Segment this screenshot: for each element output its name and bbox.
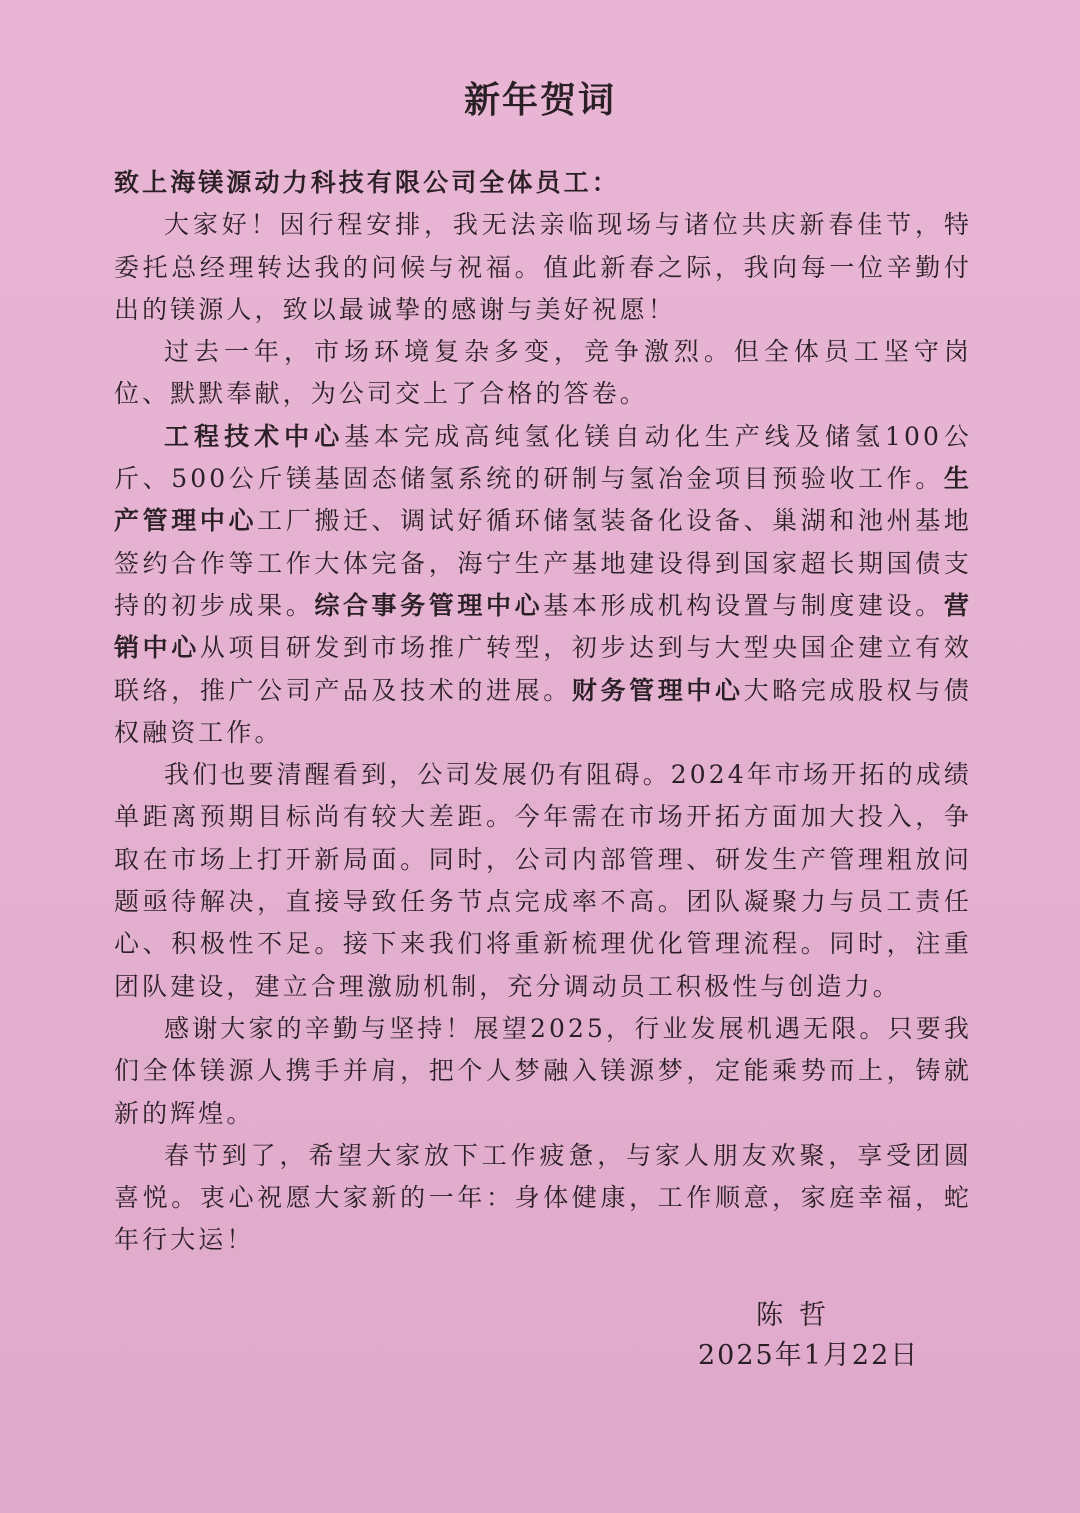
paragraph-text: 感谢大家的辛勤与坚持！展望2025，行业发展机遇无限。只要我们全体镁源人携手并肩，把个人梦融入镁源梦，定能乘势而上，铸就新的辉煌。 <box>114 1013 972 1128</box>
paragraph-text: 我们也要清醒看到，公司发展仍有阻碍。2024年市场开拓的成绩单距离预期目标尚有较大差距。今年需在市场开拓方面加大投入，争取在市场上打开新局面。同时，公司内部管理、研发生产管理粗放问题亟待解决，直接导致任务节点完成率不高。团队凝聚力与员工责任心、积极性不足。接下来我们将重新梳理优化管理流程。同时，注重团队建设，建立合理激励机制，充分调动员工积极性与创造力。 <box>114 760 972 1001</box>
department-name: 综合事务管理中心 <box>314 590 544 620</box>
letter-paragraph <box>114 1135 972 1262</box>
letter-paragraphs <box>114 204 972 1261</box>
department-name: 营销中心 <box>114 590 973 663</box>
paragraph-text: 工厂搬迁、调试好循环储氢装备化设备、巢湖和池州基地签约合作等工作大体完备，海宁生产基地建设得到国家超长期国债支持的初步成果。 <box>114 506 972 620</box>
paragraph-text: 春节到了，希望大家放下工作疲惫，与家人朋友欢聚，享受团圆喜悦。衷心祝愿大家新的一年：身体健康，工作顺意，家庭幸福，蛇年行大运！ <box>114 1140 972 1255</box>
letter-title: 新年贺词 <box>463 79 616 121</box>
paragraph-text: 基本形成机构设置与制度建设。 <box>543 590 944 620</box>
letter-paragraph <box>114 1008 972 1135</box>
paragraph-text: 大略完成股权与债权融资工作。 <box>114 675 972 747</box>
letter-paragraph <box>114 331 972 416</box>
signature-name: 陈哲 <box>756 1300 842 1331</box>
letter-paragraph <box>114 204 972 331</box>
letter-paragraph <box>114 416 972 754</box>
letter-paragraph <box>114 754 972 1008</box>
paragraph-text: 大家好！因行程安排，我无法亲临现场与诸位共庆新春佳节，特委托总经理转达我的问候与祝福。值此新春之际，我向每一位辛勤付出的镁源人，致以最诚挚的感谢与美好祝愿！ <box>114 210 972 324</box>
signature-date: 2025年1月22日 <box>698 1340 920 1371</box>
letter-body <box>114 162 972 1262</box>
paragraph-text: 基本完成高纯氢化镁自动化生产线及储氢100公斤、500公斤镁基固态储氢系统的研制与氢冶金项目预验收工作。 <box>114 421 972 494</box>
paragraph-text: 过去一年，市场环境复杂多变，竞争激烈。但全体员工坚守岗位、默默奉献，为公司交上了合格的答卷。 <box>114 337 972 409</box>
department-name: 生产管理中心 <box>114 464 972 536</box>
letter-salutation: 致上海镁源动力科技有限公司全体员工： <box>114 168 620 197</box>
department-name: 工程技术中心 <box>164 421 345 451</box>
paragraph-text: 从项目研发到市场推广转型，初步达到与大型央国企建立有效联络，推广公司产品及技术的进展。 <box>114 633 972 705</box>
department-name: 财务管理中心 <box>571 675 744 705</box>
